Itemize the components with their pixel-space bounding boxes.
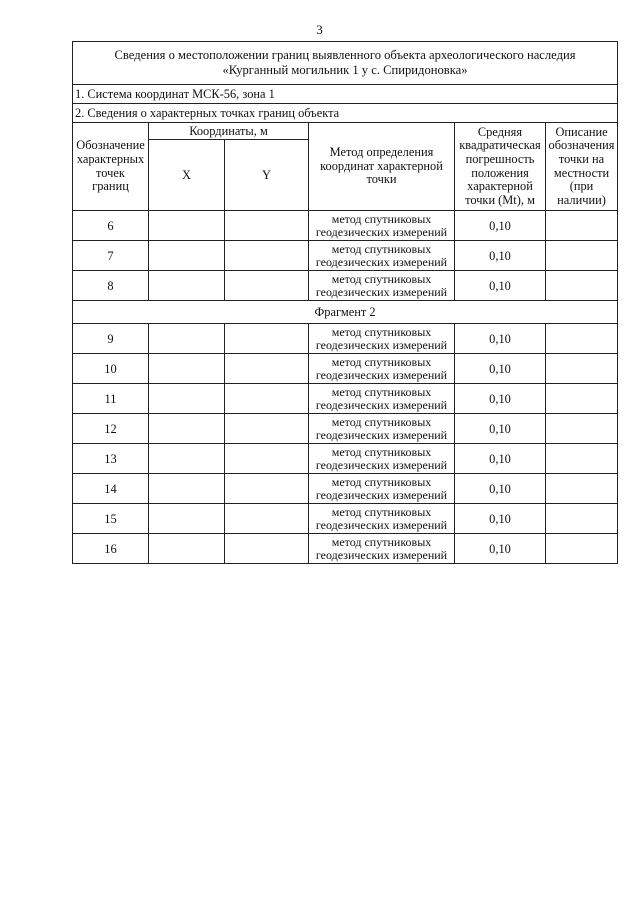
method-line: метод спутниковых	[331, 384, 432, 399]
coord-y	[225, 211, 309, 241]
coord-x	[149, 414, 225, 444]
table-row	[73, 444, 618, 474]
method-line: метод спутниковых	[331, 324, 432, 339]
method	[309, 271, 455, 301]
method-line: метод спутниковых	[331, 241, 432, 256]
table-row	[73, 384, 618, 414]
mean-error: 0,10	[455, 414, 546, 444]
point-number: 15	[73, 504, 149, 534]
coord-x	[149, 324, 225, 354]
point-description	[546, 444, 618, 474]
method	[309, 354, 455, 384]
method	[309, 211, 455, 241]
coord-y	[225, 474, 309, 504]
method-line: метод спутниковых	[331, 444, 432, 459]
coord-x	[149, 474, 225, 504]
coord-x	[149, 504, 225, 534]
coord-y	[225, 354, 309, 384]
table-row	[73, 211, 618, 241]
document-title	[73, 42, 618, 85]
point-number: 14	[73, 474, 149, 504]
page-number: 3	[316, 22, 323, 37]
table-row	[73, 241, 618, 271]
coord-y	[225, 241, 309, 271]
method-line: геодезических измерений	[315, 367, 448, 382]
method-line: геодезических измерений	[315, 397, 448, 412]
header-y: Y	[225, 140, 309, 211]
coord-y	[225, 271, 309, 301]
point-description	[546, 414, 618, 444]
method-line: геодезических измерений	[315, 337, 448, 352]
coordinate-system-section: 1. Система координат МСК-56, зона 1	[73, 85, 618, 104]
boundary-points-table	[72, 41, 618, 564]
coord-x	[149, 241, 225, 271]
method-line: геодезических измерений	[315, 457, 448, 472]
table-row	[73, 414, 618, 444]
method-line: метод спутниковых	[331, 504, 432, 519]
table-row	[73, 504, 618, 534]
method-line: геодезических измерений	[315, 547, 448, 562]
points-section: 2. Сведения о характерных точках границ объекта	[73, 104, 618, 123]
table-row	[73, 324, 618, 354]
point-description	[546, 211, 618, 241]
method-line: метод спутниковых	[331, 211, 432, 226]
point-number: 16	[73, 534, 149, 564]
method	[309, 384, 455, 414]
mean-error: 0,10	[455, 211, 546, 241]
point-number: 10	[73, 354, 149, 384]
point-description	[546, 324, 618, 354]
mean-error: 0,10	[455, 474, 546, 504]
method-line: геодезических измерений	[315, 427, 448, 442]
mean-error: 0,10	[455, 534, 546, 564]
coord-y	[225, 534, 309, 564]
title-line-2: «Курганный могильник 1 у с. Спиридоновка»	[222, 63, 468, 77]
coord-y	[225, 504, 309, 534]
fragment-label: Фрагмент 2	[73, 301, 618, 324]
method	[309, 444, 455, 474]
method	[309, 474, 455, 504]
table-row	[73, 534, 618, 564]
point-description	[546, 271, 618, 301]
mean-error: 0,10	[455, 324, 546, 354]
table-row	[73, 474, 618, 504]
point-number: 13	[73, 444, 149, 474]
coord-x	[149, 534, 225, 564]
coord-x	[149, 384, 225, 414]
method-line: геодезических измерений	[315, 487, 448, 502]
coord-y	[225, 324, 309, 354]
header-coordinates: Координаты, м	[149, 123, 309, 140]
coord-x	[149, 354, 225, 384]
table-row	[73, 354, 618, 384]
point-number: 6	[73, 211, 149, 241]
mean-error: 0,10	[455, 504, 546, 534]
header-designation: Обозначение характерных точек границ	[73, 123, 149, 211]
method	[309, 414, 455, 444]
coord-y	[225, 384, 309, 414]
header-method: Метод определения координат характерной точки	[309, 123, 455, 211]
header-x: X	[149, 140, 225, 211]
point-description	[546, 504, 618, 534]
coord-x	[149, 211, 225, 241]
mean-error: 0,10	[455, 444, 546, 474]
point-number: 11	[73, 384, 149, 414]
method	[309, 534, 455, 564]
method-line: метод спутниковых	[331, 534, 432, 549]
point-description	[546, 241, 618, 271]
method-line: метод спутниковых	[331, 354, 432, 369]
coord-x	[149, 271, 225, 301]
point-number: 9	[73, 324, 149, 354]
table-row	[73, 271, 618, 301]
point-number: 12	[73, 414, 149, 444]
header-error: Средняя квадратическая погрешность положения характерной точки (Mt), м	[455, 123, 546, 211]
point-description	[546, 474, 618, 504]
mean-error: 0,10	[455, 271, 546, 301]
point-description	[546, 534, 618, 564]
title-line-1: Сведения о местоположении границ выявленного объекта археологического наследия	[114, 48, 576, 62]
method-line: геодезических измерений	[315, 517, 448, 532]
fragment-row	[73, 301, 618, 324]
mean-error: 0,10	[455, 241, 546, 271]
method-line: метод спутниковых	[331, 414, 432, 429]
coord-y	[225, 444, 309, 474]
method-line: метод спутниковых	[331, 271, 432, 286]
mean-error: 0,10	[455, 354, 546, 384]
method-line: геодезических измерений	[315, 224, 448, 239]
method-line: геодезических измерений	[315, 284, 448, 299]
coord-y	[225, 414, 309, 444]
mean-error: 0,10	[455, 384, 546, 414]
header-description: Описание обозначения точки на местности (при наличии)	[546, 123, 618, 211]
point-description	[546, 384, 618, 414]
method-line: метод спутниковых	[331, 474, 432, 489]
method-line: геодезических измерений	[315, 254, 448, 269]
method	[309, 504, 455, 534]
point-number: 8	[73, 271, 149, 301]
method	[309, 324, 455, 354]
point-description	[546, 354, 618, 384]
method	[309, 241, 455, 271]
coord-x	[149, 444, 225, 474]
point-number: 7	[73, 241, 149, 271]
